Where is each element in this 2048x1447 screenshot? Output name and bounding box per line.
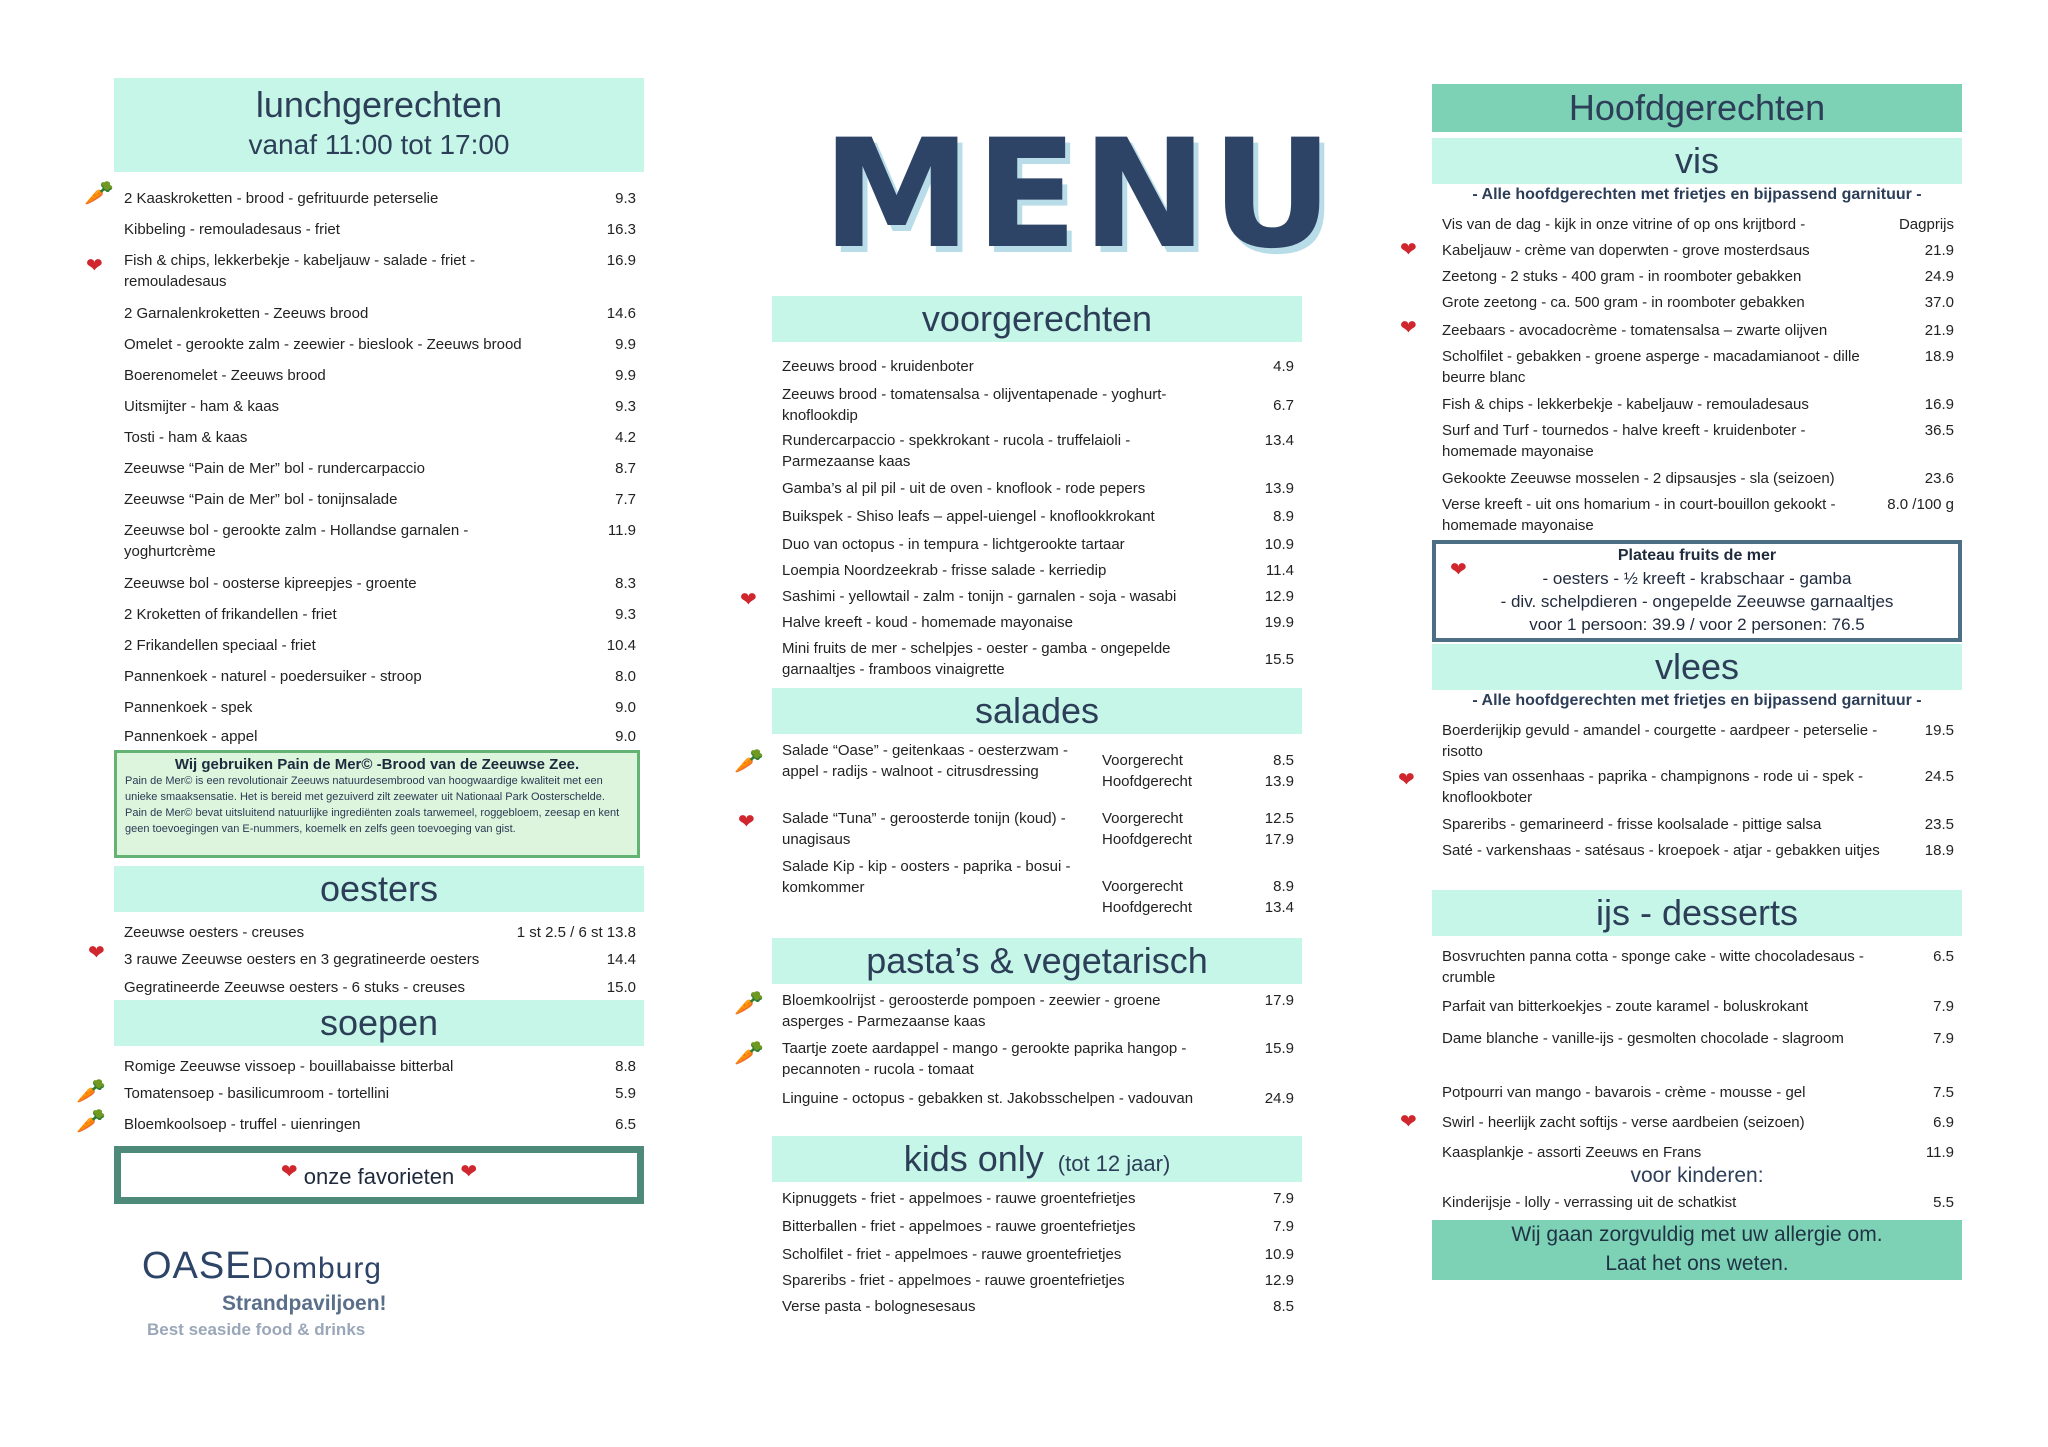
voorgerechten-banner bbox=[772, 296, 1302, 342]
plateau-line: - oesters - ½ kreeft - krabschaar - gamba bbox=[1542, 569, 1852, 588]
heart-icon: ❤ bbox=[86, 255, 103, 277]
oesters-item: Zeeuwse oesters - creuses 1 st 2.5 / 6 st 13.8 bbox=[124, 924, 636, 941]
heart-icon: ❤ bbox=[1400, 317, 1417, 339]
lunch-banner bbox=[114, 78, 644, 172]
plateau-line: - div. schelpdieren - ongepelde Zeeuwse garnaaltjes bbox=[1500, 592, 1894, 611]
voorgerechten-title: voorgerechten bbox=[921, 298, 1153, 339]
page-title: MENU bbox=[822, 108, 1338, 282]
lunch-item: Uitsmijter - ham & kaas 9.3 bbox=[124, 398, 636, 415]
lunch-item: 2 Kroketten of frikandellen - friet 9.3 bbox=[124, 606, 636, 623]
logo-main: OASEDomburg bbox=[142, 1245, 382, 1287]
lunch-subtitle: vanaf 11:00 tot 17:00 bbox=[248, 129, 510, 160]
dessert-item: Bosvruchten panna cotta - sponge cake - witte chocoladesaus - crumble 6.5 bbox=[1442, 948, 1954, 986]
salade-item: Salade “Tuna” - geroosterde tonijn (koud) - unagisaus Voorgerecht Hoofdgerecht 12.5 17.9 bbox=[782, 810, 1294, 848]
vis-item: Zeetong - 2 stuks - 400 gram - in roomboter gebakken 24.9 bbox=[1442, 268, 1954, 285]
lunch-item: Zeeuwse “Pain de Mer” bol - tonijnsalade 7.7 bbox=[124, 491, 636, 508]
pain-de-mer-text: Pain de Mer© is een revolutionair Zeeuws natuurdesembrood van hoogwaardige kwaliteit met een unieke smaaksensatie. Het is bereid met gezuiverd zilt zeewater uit Nationaal Park Oosterschelde. Pain de Mer© bevat uitsluitend natuurlijke ingrediënten zoals tarwemeel, roggebloem, zeesap en kent geen toevoegingen van E-nummers, koemelk en zelfs geen toevoeging van gist. bbox=[125, 775, 620, 835]
lunch-item: Omelet - gerookte zalm - zeewier - bieslook - Zeeuws brood 9.9 bbox=[124, 336, 636, 353]
kids-banner bbox=[772, 1136, 1302, 1182]
dessert-item: Kaasplankje - assorti Zeeuws en Frans 11.9 bbox=[1442, 1144, 1954, 1161]
vis-item: Grote zeetong - ca. 500 gram - in roomboter gebakken 37.0 bbox=[1442, 294, 1954, 311]
allergy-line: Wij gaan zorgvuldig met uw allergie om. bbox=[1511, 1223, 1883, 1246]
heart-icon: ❤ bbox=[460, 1161, 478, 1183]
pasta-title: pasta’s & vegetarisch bbox=[866, 940, 1208, 981]
logo bbox=[142, 1245, 402, 1339]
lunch-item: Zeeuwse “Pain de Mer” bol - rundercarpaccio 8.7 bbox=[124, 460, 636, 477]
plateau-line: voor 1 persoon: 39.9 / voor 2 personen: 76.5 bbox=[1529, 615, 1865, 634]
lunch-item: Kibbeling - remouladesaus - friet 16.3 bbox=[124, 221, 636, 238]
vis-title: vis bbox=[1675, 140, 1719, 181]
lunch-item: Zeeuwse bol - gerookte zalm - Hollandse garnalen - yoghurtcrème 11.9 bbox=[124, 522, 636, 560]
salades-title: salades bbox=[974, 690, 1100, 731]
pain-de-mer-box bbox=[114, 750, 640, 858]
dessert-item: Kinderijsje - lolly - verrassing uit de schatkist 5.5 bbox=[1442, 1194, 1954, 1211]
vis-item: Gekookte Zeeuwse mosselen - 2 dipsausjes - sla (seizoen) 23.6 bbox=[1442, 470, 1954, 487]
vlees-item: Saté - varkenshaas - satésaus - kroepoek - atjar - gebakken uitjes 18.9 bbox=[1442, 842, 1954, 859]
logo-tagline: Best seaside food & drinks bbox=[147, 1320, 366, 1339]
pain-de-mer-title: Wij gebruiken Pain de Mer© -Brood van de Zeeuwse Zee. bbox=[174, 756, 580, 773]
pasta-item: Bloemkoolrijst - geroosterde pompoen - zeewier - groene asperges - Parmezaanse kaas 17.9 bbox=[782, 992, 1294, 1030]
voorgerechten-item: Rundercarpaccio - spekkrokant - rucola - truffelaioli - Parmezaanse kaas 13.4 bbox=[782, 432, 1294, 470]
oesters-title: oesters bbox=[319, 868, 439, 909]
voorgerechten-item: Halve kreeft - koud - homemade mayonaise 19.9 bbox=[782, 614, 1294, 631]
voorgerechten-item: Duo van octopus - in tempura - lichtgerookte tartaar 10.9 bbox=[782, 536, 1294, 553]
plateau-box bbox=[1432, 540, 1962, 642]
kinderen-title: voor kinderen: bbox=[1630, 1164, 1764, 1187]
pasta-item: Linguine - octopus - gebakken st. Jakobsschelpen - vadouvan 24.9 bbox=[782, 1090, 1294, 1107]
vlees-item: Spareribs - gemarineerd - frisse koolsalade - pittige salsa 23.5 bbox=[1442, 816, 1954, 833]
lunch-item: Zeeuwse bol - oosterse kipreepjes - groente 8.3 bbox=[124, 575, 636, 592]
salade-item: Salade Kip - kip - oosters - paprika - bosui - komkommer Voorgerecht Hoofdgerecht 8.9 13.4 bbox=[782, 858, 1294, 916]
heart-icon: ❤ bbox=[280, 1161, 298, 1183]
dessert-item: Parfait van bitterkoekjes - zoute karamel - boluskrokant 7.9 bbox=[1442, 998, 1954, 1015]
voorgerechten-item: Sashimi - yellowtail - zalm - tonijn - garnalen - soja - wasabi 12.9 bbox=[782, 588, 1294, 605]
favorieten-box bbox=[114, 1146, 644, 1204]
heart-icon: ❤ bbox=[1400, 239, 1417, 261]
hoofdgerechten-banner bbox=[1432, 84, 1962, 132]
voorgerechten-item: Gamba’s al pil pil - uit de oven - knoflook - rode pepers 13.9 bbox=[782, 480, 1294, 497]
soepen-banner bbox=[114, 1000, 644, 1046]
lunch-item: Pannenkoek - naturel - poedersuiker - stroop 8.0 bbox=[124, 668, 636, 685]
heart-icon: ❤ bbox=[1400, 1111, 1417, 1133]
oesters-item: 3 rauwe Zeeuwse oesters en 3 gegratineerde oesters 14.4 bbox=[124, 951, 636, 968]
garnituur-note: - Alle hoofdgerechten met frietjes en bijpassend garnituur - bbox=[1472, 692, 1922, 709]
vis-item: Scholfilet - gebakken - groene asperge - macadamianoot - dille beurre blanc 18.9 bbox=[1442, 348, 1954, 386]
heart-icon: ❤ bbox=[740, 589, 757, 611]
vis-item: Kabeljauw - crème van doperwten - grove mosterdsaus 21.9 bbox=[1442, 242, 1954, 259]
kids-item: Verse pasta - bolognesesaus 8.5 bbox=[782, 1298, 1294, 1315]
carrot-icon: 🥕 bbox=[76, 1108, 106, 1135]
lunch-item: 2 Kaaskroketten - brood - gefrituurde peterselie 9.3 bbox=[124, 190, 636, 207]
kids-subtitle: (tot 12 jaar) bbox=[1057, 1151, 1171, 1176]
vis-banner bbox=[1432, 138, 1962, 184]
salade-item: Salade “Oase” - geitenkaas - oesterzwam - appel - radijs - walnoot - citrusdressing Voorgerecht Hoofdgerecht 8.5 13.9 bbox=[782, 742, 1294, 790]
heart-icon: ❤ bbox=[1450, 559, 1467, 581]
lunch-item: Boerenomelet - Zeeuws brood 9.9 bbox=[124, 367, 636, 384]
desserts-banner bbox=[1432, 890, 1962, 936]
vlees-title: vlees bbox=[1654, 646, 1740, 687]
kids-item: Scholfilet - friet - appelmoes - rauwe groentefrietjes 10.9 bbox=[782, 1246, 1294, 1263]
allergy-line: Laat het ons weten. bbox=[1605, 1252, 1789, 1275]
dessert-item: Swirl - heerlijk zacht softijs - verse aardbeien (seizoen) 6.9 bbox=[1442, 1114, 1954, 1131]
vlees-item: Boerderijkip gevuld - amandel - courgette - aardpeer - peterselie - risotto 19.5 bbox=[1442, 722, 1954, 760]
lunch-title: lunchgerechten bbox=[255, 84, 503, 125]
kids-item: Spareribs - friet - appelmoes - rauwe groentefrietjes 12.9 bbox=[782, 1272, 1294, 1289]
pasta-banner bbox=[772, 938, 1302, 984]
vlees-item: Spies van ossenhaas - paprika - champignons - rode ui - spek - knoflookboter 24.5 bbox=[1442, 768, 1954, 806]
vis-item: Verse kreeft - uit ons homarium - in court-bouillon gekookt - homemade mayonaise 8.0 /100 g bbox=[1442, 496, 1954, 534]
dessert-item: Potpourri van mango - bavarois - crème - mousse - gel 7.5 bbox=[1442, 1084, 1954, 1101]
vis-item: Surf and Turf - tournedos - halve kreeft - kruidenboter - homemade mayonaise 36.5 bbox=[1442, 422, 1954, 460]
voorgerechten-item: Zeeuws brood - tomatensalsa - olijventapenade - yoghurt-knoflookdip 6.7 bbox=[782, 386, 1294, 424]
favorieten-label: onze favorieten bbox=[303, 1164, 455, 1189]
kids-title: kids only (tot 12 jaar) bbox=[903, 1138, 1171, 1179]
heart-icon: ❤ bbox=[1398, 769, 1415, 791]
lunch-item: Pannenkoek - spek 9.0 bbox=[124, 699, 636, 716]
vlees-banner bbox=[1432, 644, 1962, 690]
voorgerechten-item: Loempia Noordzeekrab - frisse salade - kerriedip 11.4 bbox=[782, 562, 1294, 579]
garnituur-note: - Alle hoofdgerechten met frietjes en bijpassend garnituur - bbox=[1472, 186, 1922, 203]
allergy-note bbox=[1432, 1220, 1962, 1280]
heart-icon: ❤ bbox=[738, 811, 755, 833]
lunch-item: 2 Garnalenkroketten - Zeeuws brood 14.6 bbox=[124, 305, 636, 322]
heart-icon: ❤ bbox=[88, 942, 105, 964]
vis-item: Zeebaars - avocadocrème - tomatensalsa – zwarte olijven 21.9 bbox=[1442, 322, 1954, 339]
logo-subtitle: Strandpaviljoen! bbox=[222, 1292, 387, 1315]
kids-item: Bitterballen - friet - appelmoes - rauwe groentefrietjes 7.9 bbox=[782, 1218, 1294, 1235]
lunch-item: Pannenkoek - appel 9.0 bbox=[124, 728, 636, 745]
kids-item: Kipnuggets - friet - appelmoes - rauwe groentefrietjes 7.9 bbox=[782, 1190, 1294, 1207]
vis-item: Vis van de dag - kijk in onze vitrine of op ons krijtbord - Dagprijs bbox=[1442, 216, 1954, 233]
oesters-item: Gegratineerde Zeeuwse oesters - 6 stuks - creuses 15.0 bbox=[124, 979, 636, 996]
carrot-icon: 🥕 bbox=[734, 1040, 764, 1067]
hoofdgerechten-title: Hoofdgerechten bbox=[1568, 87, 1826, 128]
salades-banner bbox=[772, 688, 1302, 734]
plateau-title: Plateau fruits de mer bbox=[1617, 547, 1777, 564]
soepen-item: Bloemkoolsoep - truffel - uienringen 6.5 bbox=[124, 1116, 636, 1133]
desserts-title: ijs - desserts bbox=[1595, 892, 1799, 933]
carrot-icon: 🥕 bbox=[734, 990, 764, 1017]
dessert-item: Dame blanche - vanille-ijs - gesmolten chocolade - slagroom 7.9 bbox=[1442, 1030, 1954, 1047]
carrot-icon: 🥕 bbox=[84, 180, 114, 207]
pasta-item: Taartje zoete aardappel - mango - gerookte paprika hangop - pecannoten - rucola - tomaat 15.9 bbox=[782, 1040, 1294, 1078]
soepen-item: Tomatensoep - basilicumroom - tortellini 5.9 bbox=[124, 1085, 636, 1102]
soepen-title: soepen bbox=[319, 1002, 439, 1043]
lunch-item: 2 Frikandellen speciaal - friet 10.4 bbox=[124, 637, 636, 654]
voorgerechten-item: Mini fruits de mer - schelpjes - oester - gamba - ongepelde garnaaltjes - framboos vinaigrette 15.5 bbox=[782, 640, 1294, 678]
oesters-banner bbox=[114, 866, 644, 912]
lunch-item: Tosti - ham & kaas 4.2 bbox=[124, 429, 636, 446]
voorgerechten-item: Zeeuws brood - kruidenboter 4.9 bbox=[782, 358, 1294, 375]
soepen-item: Romige Zeeuwse vissoep - bouillabaisse bitterbal 8.8 bbox=[124, 1058, 636, 1075]
lunch-item: Fish & chips, lekkerbekje - kabeljauw - salade - friet - remouladesaus 16.9 bbox=[124, 252, 636, 290]
vis-item: Fish & chips - lekkerbekje - kabeljauw - remouladesaus 16.9 bbox=[1442, 396, 1954, 413]
carrot-icon: 🥕 bbox=[76, 1078, 106, 1105]
voorgerechten-item: Buikspek - Shiso leafs – appel-uiengel - knoflookkrokant 8.9 bbox=[782, 508, 1294, 525]
carrot-icon: 🥕 bbox=[734, 748, 764, 775]
